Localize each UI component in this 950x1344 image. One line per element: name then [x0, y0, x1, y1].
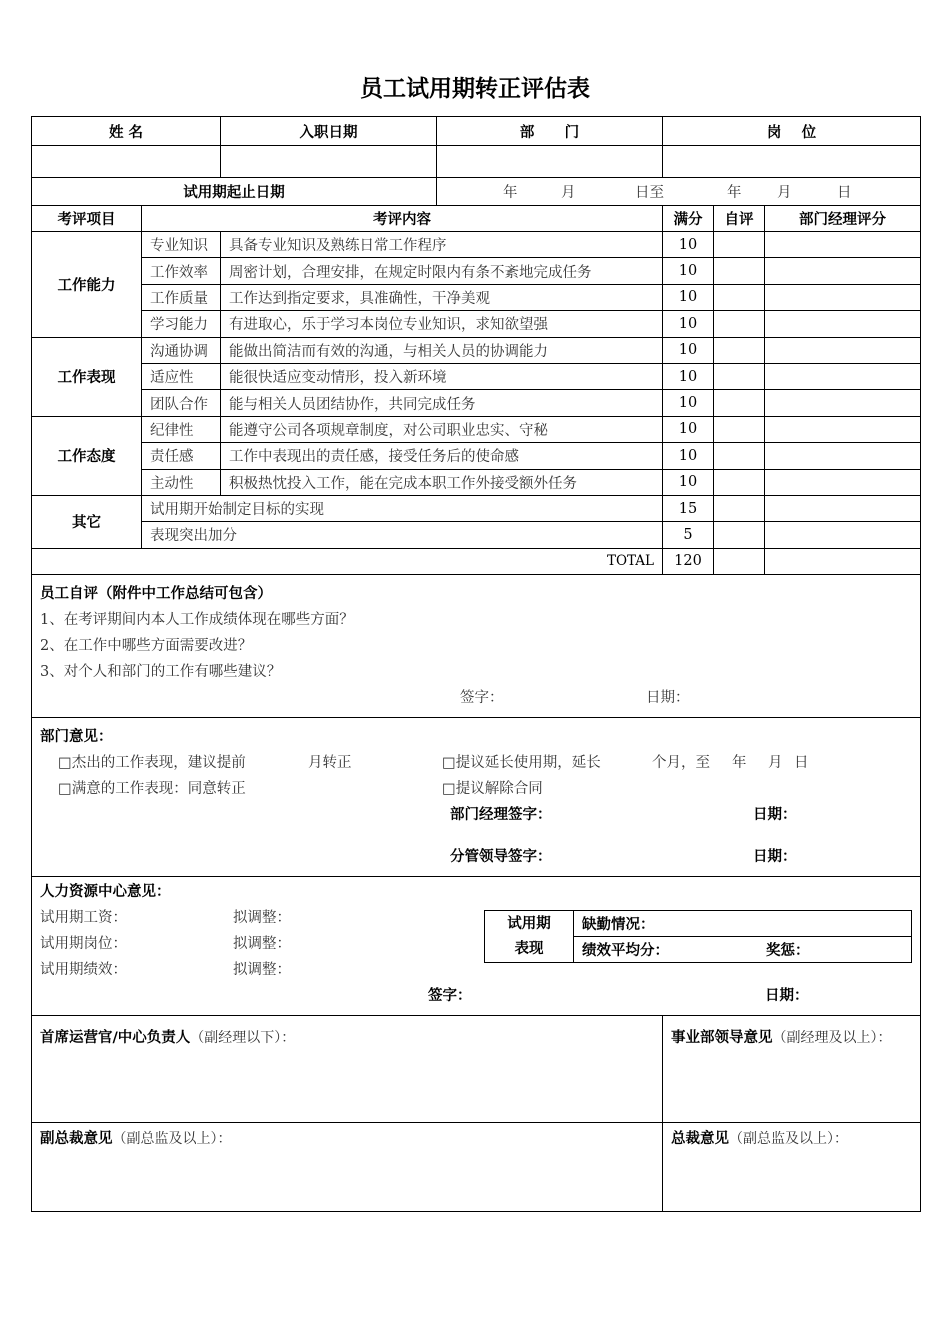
manager-score-input[interactable] — [765, 284, 921, 310]
bu-opinion-section[interactable] — [663, 1016, 921, 1123]
table-row — [32, 443, 921, 469]
self-eval-q2: 2、在工作中哪些方面需要改进？ — [40, 638, 253, 655]
self-eval-title: 员工自评（附件中工作总结可包含） — [40, 586, 272, 603]
table-row — [32, 495, 921, 521]
table-row — [32, 416, 921, 442]
self-score-input[interactable] — [714, 311, 765, 337]
wage-adjust: 拟调整： — [233, 910, 291, 927]
sub-item: 主动性 — [142, 469, 221, 495]
sub-item: 纪律性 — [142, 416, 221, 442]
manager-sign: 部门经理签字： — [450, 807, 552, 824]
bu-opinion-label: 事业部领导意见 — [671, 1030, 773, 1047]
item-description: 有进取心，乐于学习本岗位专业知识，求知欲望强 — [221, 311, 663, 337]
hr-sign: 签字： — [428, 988, 472, 1005]
option-terminate-contract[interactable]: □提议解除合同 — [442, 781, 543, 798]
dept-opinion-title: 部门意见： — [40, 729, 113, 746]
manager-score-header: 部门经理评分 — [765, 206, 921, 232]
self-eval-q1: 1、在考评期间内本人工作成绩体现在哪些方面？ — [40, 612, 354, 629]
item-description: 积极热忱投入工作，能在完成本职工作外接受额外任务 — [221, 469, 663, 495]
total-label: TOTAL — [32, 548, 663, 574]
perf-adjust: 拟调整： — [233, 962, 291, 979]
ceo-opinion-label: 总裁意见 — [671, 1131, 729, 1148]
leader-date: 日期： — [753, 849, 797, 866]
leader-sign: 分管领导签字： — [450, 849, 552, 866]
self-score-input[interactable] — [714, 416, 765, 442]
name-label: 姓 名 — [32, 117, 221, 146]
probation-wage: 试用期工资： — [40, 910, 127, 927]
table-row — [32, 232, 921, 258]
month-text: 月 — [561, 185, 576, 201]
manager-score-input[interactable] — [765, 495, 921, 521]
year-text: 年 — [503, 185, 518, 201]
item-description: 试用期开始制定目标的实现 — [142, 495, 663, 521]
probation-performance-label: 试用期 表现 — [485, 911, 574, 963]
full-score: 15 — [663, 495, 714, 521]
manager-score-input[interactable] — [765, 443, 921, 469]
evaluation-form — [31, 116, 921, 1212]
self-eval-section[interactable] — [32, 575, 921, 718]
probation-post: 试用期岗位： — [40, 936, 127, 953]
full-score: 10 — [663, 416, 714, 442]
day2-text: 日 — [837, 185, 852, 201]
probation-period-field[interactable] — [437, 178, 921, 206]
vp-opinion-section[interactable] — [32, 1123, 663, 1212]
year2-text: 年 — [727, 185, 742, 201]
eval-item-header: 考评项目 — [32, 206, 142, 232]
table-row — [32, 469, 921, 495]
table-row — [32, 522, 921, 548]
department-field[interactable] — [437, 146, 663, 178]
item-description: 工作中表现出的责任感，接受任务后的使命感 — [221, 443, 663, 469]
self-score-input[interactable] — [714, 337, 765, 363]
sub-item: 工作效率 — [142, 258, 221, 284]
coo-opinion-section[interactable] — [32, 1016, 663, 1123]
self-score-header: 自评 — [714, 206, 765, 232]
table-row — [32, 337, 921, 363]
self-score-input[interactable] — [714, 522, 765, 548]
page-title: 员工试用期转正评估表 — [360, 76, 590, 102]
coo-opinion-note: （副经理以下）： — [190, 1030, 296, 1047]
self-score-input[interactable] — [714, 443, 765, 469]
month2-text: 月 — [777, 185, 792, 201]
manager-score-input[interactable] — [765, 416, 921, 442]
extend-mo-text: 月 — [768, 755, 783, 772]
item-description: 能做出简洁而有效的沟通，与相关人员的协调能力 — [221, 337, 663, 363]
item-description: 能与相关人员团结协作，共同完成任务 — [221, 390, 663, 416]
category-cell: 其它 — [32, 495, 142, 548]
full-score: 10 — [663, 284, 714, 310]
table-row — [32, 284, 921, 310]
sub-item: 沟通协调 — [142, 337, 221, 363]
probation-perf: 试用期绩效： — [40, 962, 127, 979]
manager-date: 日期： — [753, 807, 797, 824]
self-score-input[interactable] — [714, 469, 765, 495]
manager-score-input[interactable] — [765, 232, 921, 258]
sub-item: 工作质量 — [142, 284, 221, 310]
total-row — [32, 548, 921, 574]
manager-score-input[interactable] — [765, 311, 921, 337]
full-score: 10 — [663, 232, 714, 258]
full-score: 10 — [663, 363, 714, 389]
full-score: 10 — [663, 443, 714, 469]
eval-content-header: 考评内容 — [142, 206, 663, 232]
self-total-input[interactable] — [714, 548, 765, 574]
item-description: 具备专业知识及熟练日常工作程序 — [221, 232, 663, 258]
sub-item: 学习能力 — [142, 311, 221, 337]
vp-opinion-note: （副总监及以上）： — [112, 1131, 232, 1148]
full-score: 10 — [663, 390, 714, 416]
extend-year-text: 年 — [732, 755, 747, 772]
ceo-opinion-section[interactable] — [663, 1123, 921, 1212]
self-eval-date: 日期： — [646, 690, 690, 707]
extend-month-text: 个月，至 — [652, 755, 710, 772]
entry-date-field[interactable] — [221, 146, 437, 178]
coo-opinion-label: 首席运营官/中心负责人 — [40, 1030, 191, 1047]
dept-opinion-section — [32, 718, 921, 877]
item-description: 能很快适应变动情形，投入新环境 — [221, 363, 663, 389]
department-label: 部 门 — [437, 117, 663, 146]
post-adjust: 拟调整： — [233, 936, 291, 953]
self-score-input[interactable] — [714, 495, 765, 521]
entry-date-label: 入职日期 — [221, 117, 437, 146]
self-score-input[interactable] — [714, 232, 765, 258]
option-approve-conversion[interactable]: □满意的工作表现：同意转正 — [58, 781, 246, 798]
hr-opinion-title: 人力资源中心意见： — [40, 884, 171, 901]
self-score-input[interactable] — [714, 258, 765, 284]
manager-score-input[interactable] — [765, 337, 921, 363]
total-score: 120 — [663, 548, 714, 574]
category-cell: 工作态度 — [32, 416, 142, 495]
category-cell: 工作能力 — [32, 232, 142, 338]
sub-item: 团队合作 — [142, 390, 221, 416]
probation-period-label: 试用期起止日期 — [32, 178, 437, 206]
probation-performance-box — [484, 910, 912, 963]
position-label: 岗 位 — [663, 117, 921, 146]
sub-item: 专业知识 — [142, 232, 221, 258]
self-score-input[interactable] — [714, 363, 765, 389]
self-eval-q3: 3、对个人和部门的工作有哪些建议？ — [40, 664, 282, 681]
sub-item: 责任感 — [142, 443, 221, 469]
manager-score-input[interactable] — [765, 258, 921, 284]
position-field[interactable] — [663, 146, 921, 178]
full-score: 10 — [663, 258, 714, 284]
manager-score-input[interactable] — [765, 469, 921, 495]
item-description: 工作达到指定要求，具准确性，干净美观 — [221, 284, 663, 310]
vp-opinion-label: 副总裁意见 — [40, 1131, 113, 1148]
option-extend-probation[interactable]: □提议延长使用期，延长 — [442, 755, 601, 772]
category-cell: 工作表现 — [32, 337, 142, 416]
bu-opinion-note: （副经理及以上）： — [772, 1030, 892, 1047]
ceo-opinion-note: （副总监及以上）： — [729, 1131, 848, 1148]
self-score-input[interactable] — [714, 284, 765, 310]
table-row — [32, 311, 921, 337]
item-description: 能遵守公司各项规章制度，对公司职业忠实、守秘 — [221, 416, 663, 442]
self-eval-sign: 签字： — [460, 690, 504, 707]
hr-opinion-section — [32, 877, 921, 1016]
full-score-header: 满分 — [663, 206, 714, 232]
table-row — [32, 390, 921, 416]
manager-score-input[interactable] — [765, 390, 921, 416]
full-score: 5 — [663, 522, 714, 548]
manager-score-input[interactable] — [765, 522, 921, 548]
table-row — [32, 258, 921, 284]
hr-date: 日期： — [765, 988, 809, 1005]
day-to-text: 日至 — [635, 185, 664, 201]
name-field[interactable] — [32, 146, 221, 178]
item-description: 周密计划，合理安排，在规定时限内有条不紊地完成任务 — [221, 258, 663, 284]
manager-total-input[interactable] — [765, 548, 921, 574]
full-score: 10 — [663, 337, 714, 363]
full-score: 10 — [663, 469, 714, 495]
option-early-conversion[interactable]: □杰出的工作表现，建议提前 — [58, 755, 246, 772]
table-row — [32, 363, 921, 389]
sub-item: 适应性 — [142, 363, 221, 389]
manager-score-input[interactable] — [765, 363, 921, 389]
full-score: 10 — [663, 311, 714, 337]
early-month-text: 月转正 — [308, 755, 352, 772]
absence-field[interactable]: 缺勤情况： — [574, 911, 912, 937]
extend-day-text: 日 — [794, 755, 809, 772]
item-description: 表现突出加分 — [142, 522, 663, 548]
avg-score-field[interactable]: 绩效平均分： 奖惩： — [574, 937, 912, 963]
self-score-input[interactable] — [714, 390, 765, 416]
